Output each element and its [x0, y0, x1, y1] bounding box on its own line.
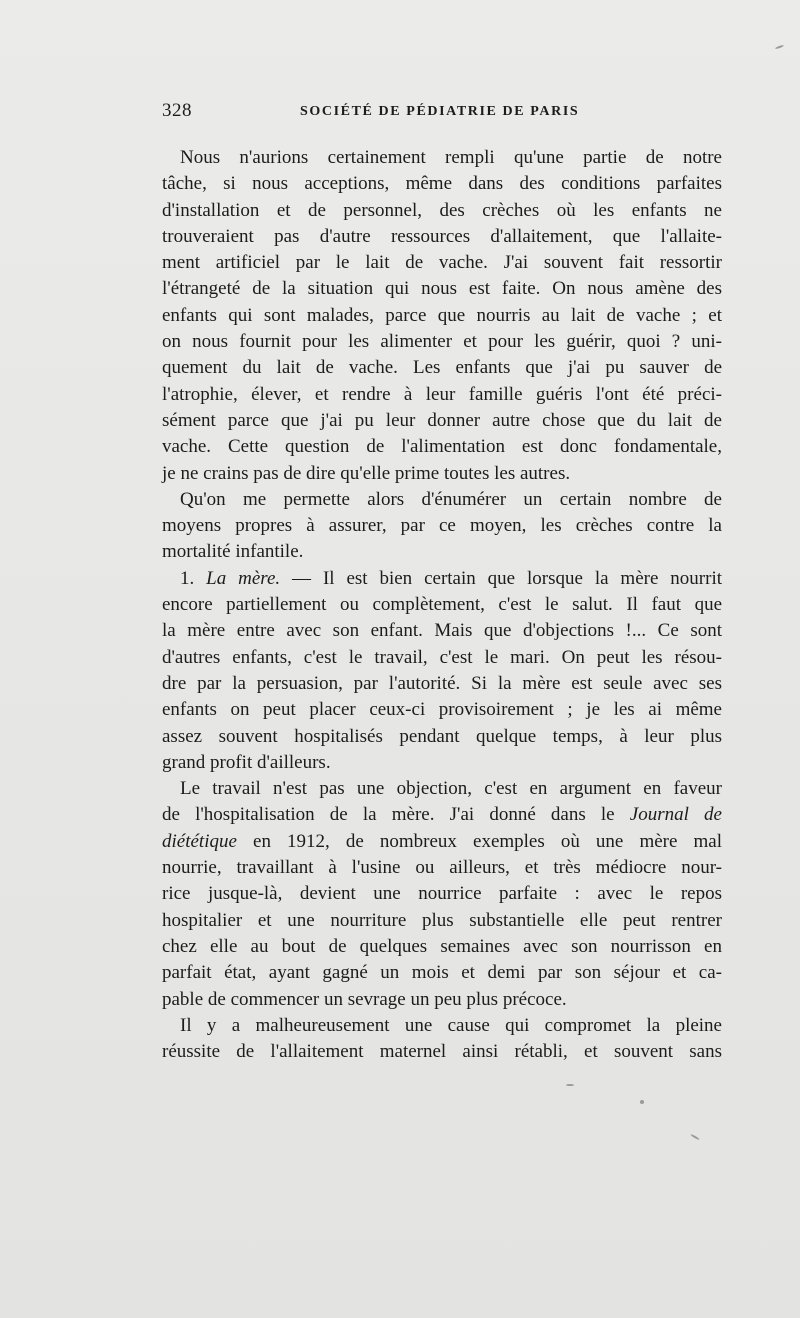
text-line: d'autres enfants, c'est le travail, c'est le mari. On peut les résou- — [162, 646, 722, 668]
line-text: en 1912, de nombreux exemples où une mère mal — [253, 830, 722, 852]
text-line: enfants on peut placer ceux-ci provisoirement ; je les ai même — [162, 699, 722, 721]
text-line: quement du lait de vache. Les enfants que j'ai pu sauver de — [162, 357, 722, 379]
text-line: la mère entre avec son enfant. Mais que d'objections !... Ce sont — [162, 620, 722, 642]
paper-speck — [566, 1084, 574, 1086]
text-line: moyens propres à assurer, par ce moyen, les crèches contre la — [162, 515, 722, 537]
text-line: d'installation et de personnel, des crèches où les enfants ne — [162, 199, 722, 221]
text-line-journal — [162, 802, 722, 828]
text-line: pable de commencer un sevrage un peu plus précoce. — [162, 988, 567, 1010]
paper-speck — [775, 45, 784, 50]
text-line: trouveraient pas d'autre ressources d'allaitement, que l'allaite- — [162, 225, 722, 247]
text-line-dietetique — [162, 829, 722, 855]
text-line: chez elle au bout de quelques semaines avec son nourrisson en — [162, 935, 722, 957]
journal-title: Journal de — [629, 804, 722, 826]
text-line: Qu'on me permette alors d'énumérer un certain nombre de — [180, 488, 722, 510]
page-number: 328 — [162, 100, 192, 121]
text-line: Nous n'aurions certainement rempli qu'une partie de notre — [180, 147, 722, 168]
text-line: dre par la persuasion, par l'autorité. Si la mère est seule avec ses — [162, 672, 722, 694]
text-line: grand profit d'ailleurs. — [162, 751, 331, 773]
text-line: enfants qui sont malades, parce que nourris au lait de vache ; et — [162, 304, 722, 326]
paper-speck — [690, 1134, 700, 1141]
page-header — [162, 100, 722, 128]
section-heading: La mère. — [206, 567, 281, 589]
text-line: on nous fournit pour les alimenter et pour les guérir, quoi ? uni- — [162, 331, 722, 353]
text-line: sément parce que j'ai pu leur donner autre chose que du lait de — [162, 409, 722, 431]
text-line: rice jusque-là, devient une nourrice parfaite : avec le repos — [162, 883, 722, 905]
text-line: assez souvent hospitalisés pendant quelque temps, à leur plus — [162, 725, 722, 747]
text-line: réussite de l'allaitement maternel ainsi rétabli, et souvent sans — [162, 1041, 722, 1063]
text-line: ment artificiel par le lait de vache. J'ai souvent fait ressortir — [162, 252, 722, 274]
text-line: l'étrangeté de la situation qui nous est faite. On nous amène des — [162, 278, 722, 300]
section-text: — Il est bien certain que lorsque la mère nourrit — [280, 567, 723, 589]
text-line: nourrie, travaillant à l'usine ou ailleurs, et très médiocre nour- — [162, 857, 722, 879]
section-number: 1. — [180, 567, 207, 589]
paper-speck — [640, 1100, 644, 1104]
text-line: parfait état, ayant gagné un mois et demi par son séjour et ca- — [162, 962, 722, 984]
text-line: je ne crains pas de dire qu'elle prime toutes les autres. — [162, 462, 571, 484]
text-line: vache. Cette question de l'alimentation est donc fondamentale, — [162, 436, 722, 458]
text-line: Il y a malheureusement une cause qui compromet la pleine — [180, 1014, 722, 1036]
text-line: mortalité infantile. — [162, 541, 304, 563]
body-text — [162, 145, 722, 1065]
line-text: de l'hospitalisation de la mère. J'ai donné dans le — [162, 804, 630, 826]
text-line: tâche, si nous acceptions, même dans des conditions parfaites — [162, 173, 722, 195]
text-line: l'atrophie, élever, et rendre à leur famille guéris l'ont été préci- — [162, 383, 722, 405]
journal-title-cont: diététique — [162, 830, 237, 852]
text-line: hospitalier et une nourriture plus substantielle elle peut rentrer — [162, 909, 722, 931]
text-line: encore partiellement ou complètement, c'est le salut. Il faut que — [162, 594, 722, 616]
running-title: SOCIÉTÉ DE PÉDIATRIE DE PARIS — [300, 104, 580, 119]
text-line: Le travail n'est pas une objection, c'est en argument en faveur — [180, 778, 722, 800]
text-line-section — [162, 566, 722, 592]
